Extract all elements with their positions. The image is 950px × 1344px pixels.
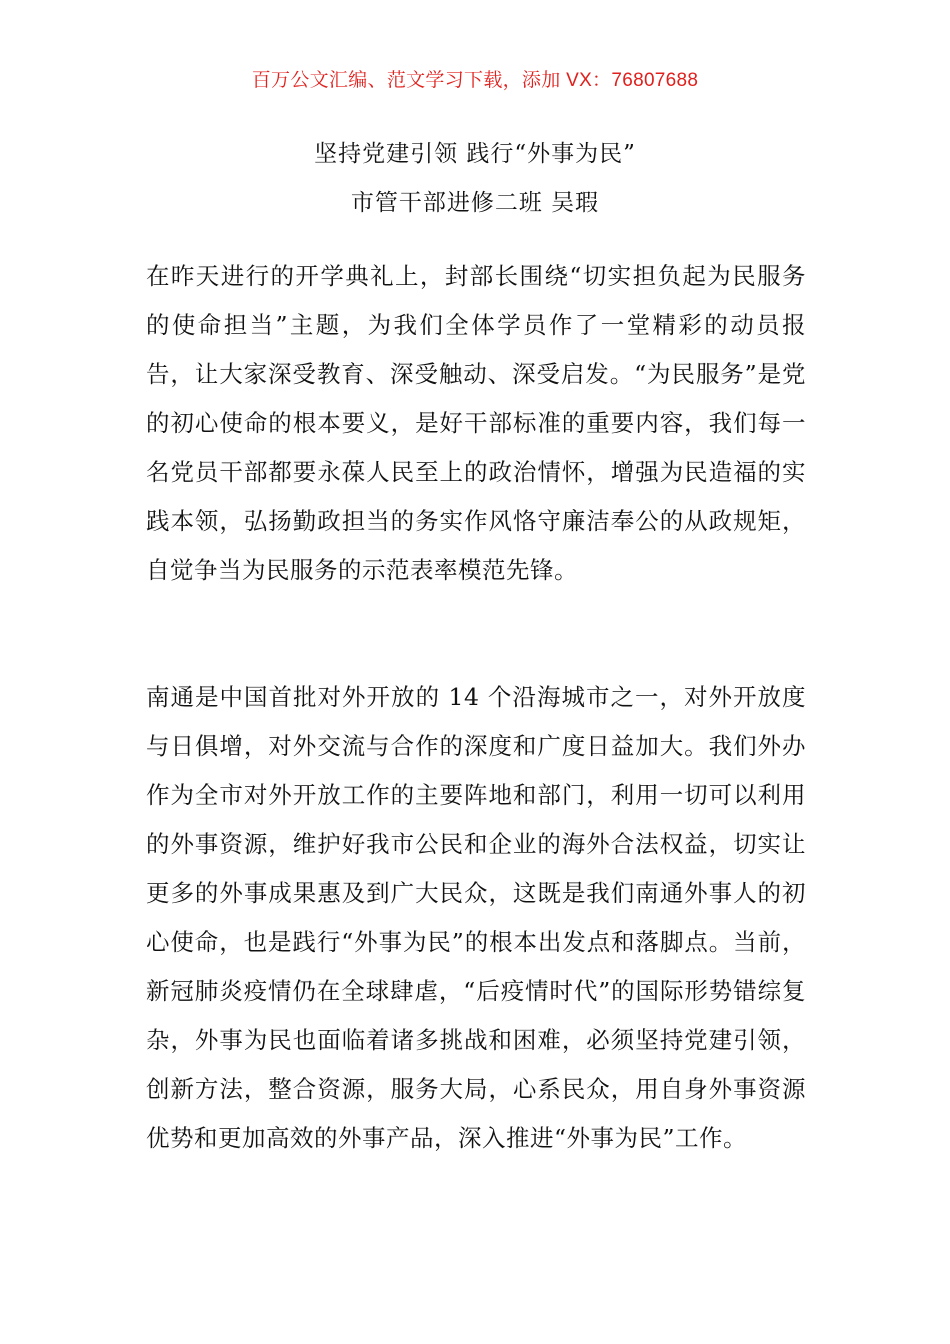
body-paragraph-2: 南通是中国首批对外开放的 14 个沿海城市之一，对外开放度与日俱增，对外交流与合作的深度和广度日益加大。我们外办作为全市对外开放工作的主要阵地和部门，利用一切可以利用的外事资源，维护好我市公民和企业的海外合法权益，切实让更多的外事成果惠及到广大民众，这既是我们南通外事人的初心使命，也是践行“外事为民”的根本出发点和落脚点。当前，新冠肺炎疫情仍在全球肆虐，“后疫情时代”的国际形势错综复杂，外事为民也面临着诸多挑战和困难，必须坚持党建引领，创新方法，整合资源，服务大局，心系民众，用自身外事资源优势和更加高效的外事产品，深入推进“外事为民”工作。 [146, 683, 806, 1152]
header-banner: 百万公文汇编、范文学习下载，添加 VX：76807688 [251, 70, 699, 91]
article-title: 坚持党建引领 践行“外事为民” [314, 141, 636, 167]
article-byline: 市管干部进修二班 吴瑕 [350, 190, 600, 216]
body-paragraph-1: 在昨天进行的开学典礼上，封部长围绕“切实担负起为民服务的使命担当”主题，为我们全体学员作了一堂精彩的动员报告，让大家深受教育、深受触动、深受启发。“为民服务”是党的初心使命的根本要义，是好干部标准的重要内容，我们每一名党员干部都要永葆人民至上的政治情怀，增强为民造福的实践本领，弘扬勤政担当的务实作风恪守廉洁奉公的从政规矩，自觉争当为民服务的示范表率模范先锋。 [146, 262, 806, 584]
